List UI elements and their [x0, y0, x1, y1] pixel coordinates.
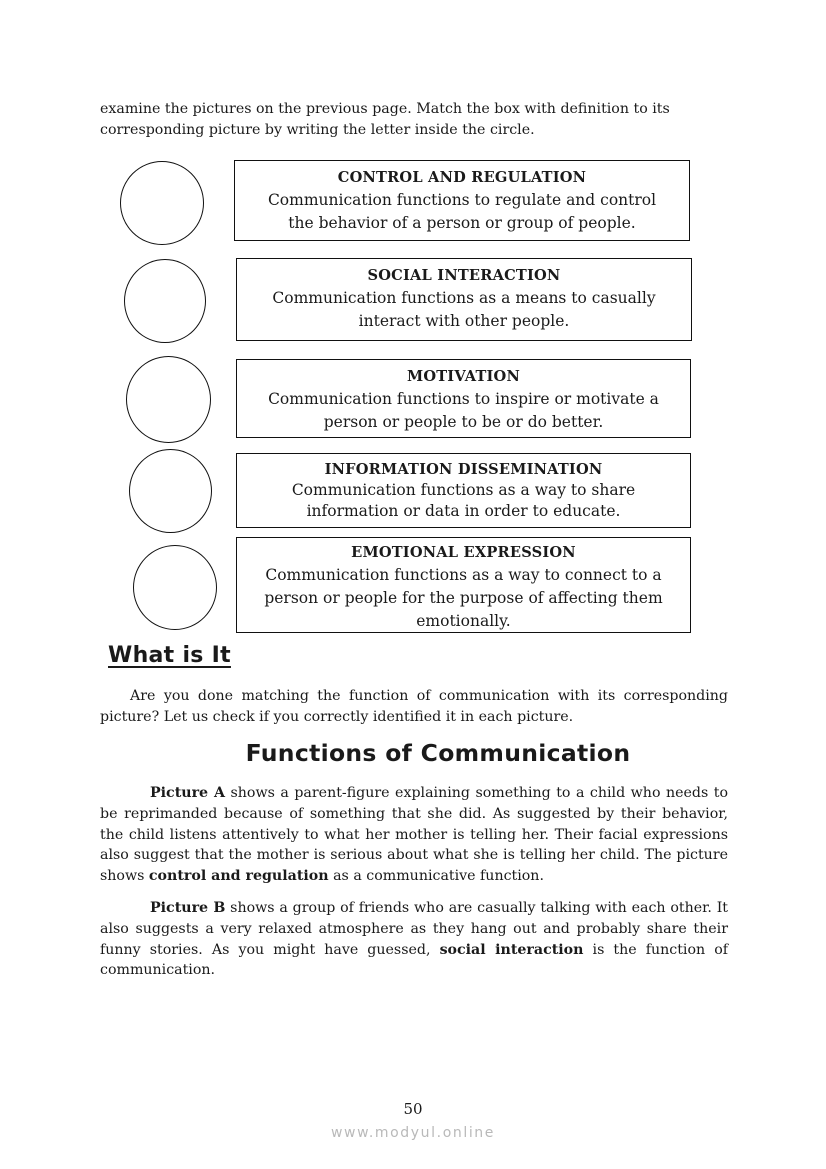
definition-box-information-dissemination	[236, 453, 691, 528]
intro-text: examine the pictures on the previous page. Match the box with definition to its corresponding picture by writing the letter inside the circle.	[100, 101, 670, 138]
what-is-it-paragraph: Are you done matching the function of communication with its corresponding picture? Let us check if you correctly identified it in each picture.	[100, 688, 728, 725]
section-heading-what-is-it: What is It	[108, 643, 231, 668]
picture-b-text-end: is the function of communication.	[100, 941, 728, 979]
page-number: 50	[403, 1100, 423, 1118]
box-title: MOTIVATION	[406, 368, 520, 385]
box-title: INFORMATION DISSEMINATION	[324, 461, 603, 478]
definition-box-social-interaction	[236, 258, 692, 341]
picture-a-label: Picture A	[150, 785, 226, 801]
picture-a-paragraph	[100, 783, 728, 887]
picture-a-text-end: as a communicative function.	[328, 868, 544, 885]
answer-circle-3[interactable]	[126, 356, 211, 443]
page-title: Functions of Communication	[245, 739, 631, 767]
answer-circle-2[interactable]	[124, 259, 206, 343]
definition-box-motivation	[236, 359, 691, 438]
definition-box-emotional-expression	[236, 537, 691, 633]
picture-b-text: shows a group of friends who are casually talking with each other. It also suggests a very relaxed atmosphere as they hang out and probably share their funny stories. As you might have guessed,	[100, 900, 728, 958]
picture-b-paragraph	[100, 898, 728, 981]
box-title: SOCIAL INTERACTION	[367, 267, 561, 284]
answer-circle-4[interactable]	[129, 449, 212, 533]
box-description: Communication functions to inspire or motivate a person or people to be or do better.	[268, 390, 659, 431]
picture-a-text: shows a parent-figure explaining something to a child who needs to be reprimanded because of something that she did. As suggested by their behavior, the child listens attentively to what her mother is telling her. Their facial expressions also suggest that the mother is serious about what she is telling her child. The picture shows	[100, 785, 729, 885]
box-description: Communication functions as a means to casually interact with other people.	[272, 289, 656, 330]
picture-b-function: social interaction	[439, 941, 584, 958]
box-title: CONTROL AND REGULATION	[337, 169, 587, 186]
picture-a-function: control and regulation	[148, 868, 329, 885]
box-description: Communication functions to regulate and control the behavior of a person or group of people.	[267, 191, 657, 232]
box-title: EMOTIONAL EXPRESSION	[351, 544, 576, 561]
watermark: www.modyul.online	[330, 1125, 495, 1141]
answer-circle-5[interactable]	[133, 545, 217, 630]
definition-box-control-regulation	[234, 160, 690, 241]
box-description: Communication functions as a way to share information or data in order to educate.	[291, 481, 636, 520]
box-description: Communication functions as a way to connect to a person or people for the purpose of affecting them emotionally.	[264, 566, 663, 630]
picture-b-label: Picture B	[150, 900, 226, 916]
answer-circle-1[interactable]	[120, 161, 204, 245]
